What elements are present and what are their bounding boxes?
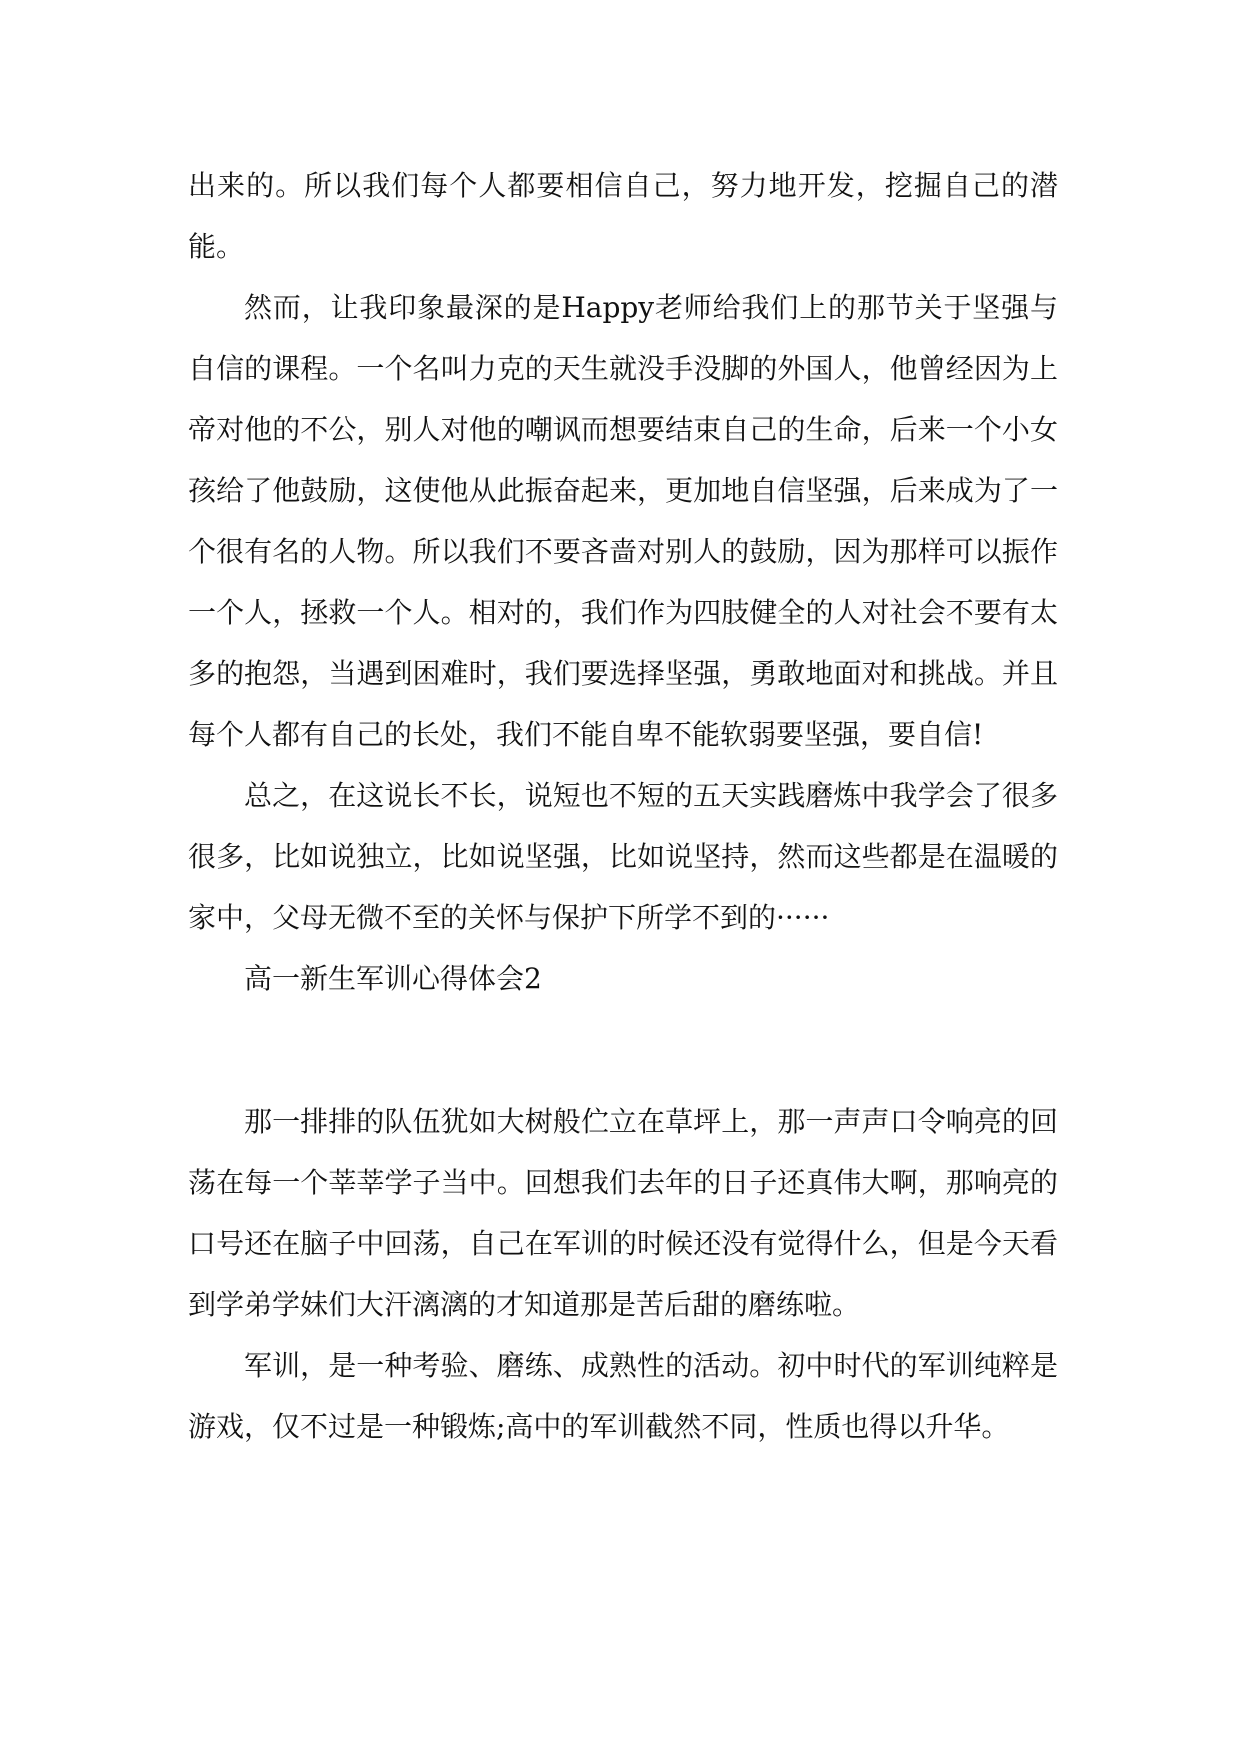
paragraph-military-training: 军训，是一种考验、磨练、成熟性的活动。初中时代的军训纯粹是游戏，仅不过是一种锻炼;高中的军训截然不同，性质也得以升华。 (188, 1349, 1058, 1443)
paragraph-ranks: 那一排排的队伍犹如大树般伫立在草坪上，那一声声口令响亮的回荡在每一个莘莘学子当中。回想我们去年的日子还真伟大啊，那响亮的口号还在脑子中回荡，自己在军训的时候还没有觉得什么，但是今天看到学弟学妹们大汗漓漓的才知道那是苦后甜的磨练啦。 (188, 1105, 1058, 1321)
paragraph-lik-story: 然而，让我印象最深的是Happy老师给我们上的那节关于坚强与自信的课程。一个名叫力克的天生就没手没脚的外国人，他曾经因为上帝对他的不公，别人对他的嘲讽而想要结束自己的生命，后来一个小女孩给了他鼓励，这使他从此振奋起来，更加地自信坚强，后来成为了一个很有名的人物。所以我们不要吝啬对别人的鼓励，因为那样可以振作一个人，拯救一个人。相对的，我们作为四肢健全的人对社会不要有太多的抱怨，当遇到困难时，我们要选择坚强，勇敢地面对和挑战。并且每个人都有自己的长处，我们不能自卑不能软弱要坚强，要自信! (188, 291, 1058, 751)
paragraph-summary: 总之，在这说长不长，说短也不短的五天实践磨炼中我学会了很多很多，比如说独立，比如说坚强，比如说坚持，然而这些都是在温暖的家中，父母无微不至的关怀与保护下所学不到的······ (188, 779, 1058, 934)
section-title: 高一新生军训心得体会2 (244, 962, 542, 995)
document-body (188, 155, 1058, 1457)
paragraph-continued: 出来的。所以我们每个人都要相信自己，努力地开发，挖掘自己的潜能。 (188, 169, 1058, 263)
section-spacer (188, 1009, 1058, 1091)
